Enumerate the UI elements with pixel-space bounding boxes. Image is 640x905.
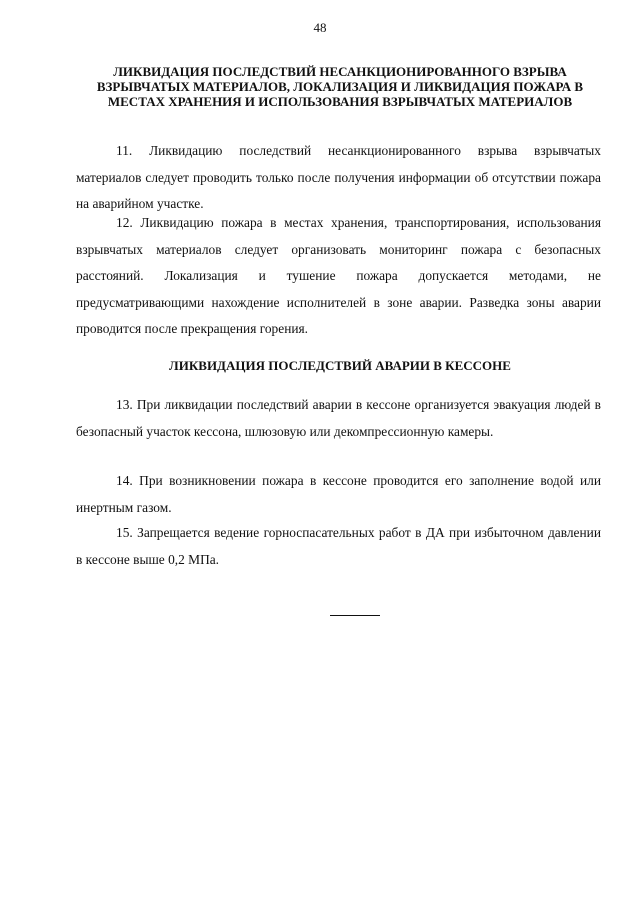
section-heading-explosion: ЛИКВИДАЦИЯ ПОСЛЕДСТВИЙ НЕСАНКЦИОНИРОВАННОГО ВЗРЫВА ВЗРЫВЧАТЫХ МАТЕРИАЛОВ, ЛОКАЛИЗАЦИЯ И ЛИКВИДАЦИЯ ПОЖАРА В МЕСТАХ ХРАНЕНИЯ И ИСПОЛЬЗОВАНИЯ ВЗРЫВЧАТЫХ МАТЕРИАЛОВ [96,64,584,109]
paragraph-14: 14. При возникновении пожара в кессоне проводится его заполнение водой или инертным газом. [76,473,601,515]
paragraph-13: 13. При ликвидации последствий аварии в кессоне организуется эвакуация людей в безопасный участок кессона, шлюзовую или декомпрессионную камеры. [76,397,601,439]
section-heading-caisson: ЛИКВИДАЦИЯ ПОСЛЕДСТВИЙ АВАРИИ В КЕССОНЕ [169,358,511,373]
end-of-text-rule [330,615,380,616]
paragraph-12: 12. Ликвидацию пожара в местах хранения, транспортирования, использования взрывчатых материалов следует организовать мониторинг пожара с безопасных расстояний. Локализация и тушение пожара допускается методами, не предусматривающими нахождение исполнителей в зоне аварии. Разведка зоны аварии проводится после прекращения горения. [76,215,601,336]
paragraph-15: 15. Запрещается ведение горноспасательных работ в ДА при избыточном давлении в кессоне выше 0,2 МПа. [76,525,601,567]
page-number: 48 [313,20,327,35]
paragraph-11: 11. Ликвидацию последствий несанкционированного взрыва взрывчатых материалов следует проводить только после получения информации об отсутствии пожара на аварийном участке. [76,143,601,211]
